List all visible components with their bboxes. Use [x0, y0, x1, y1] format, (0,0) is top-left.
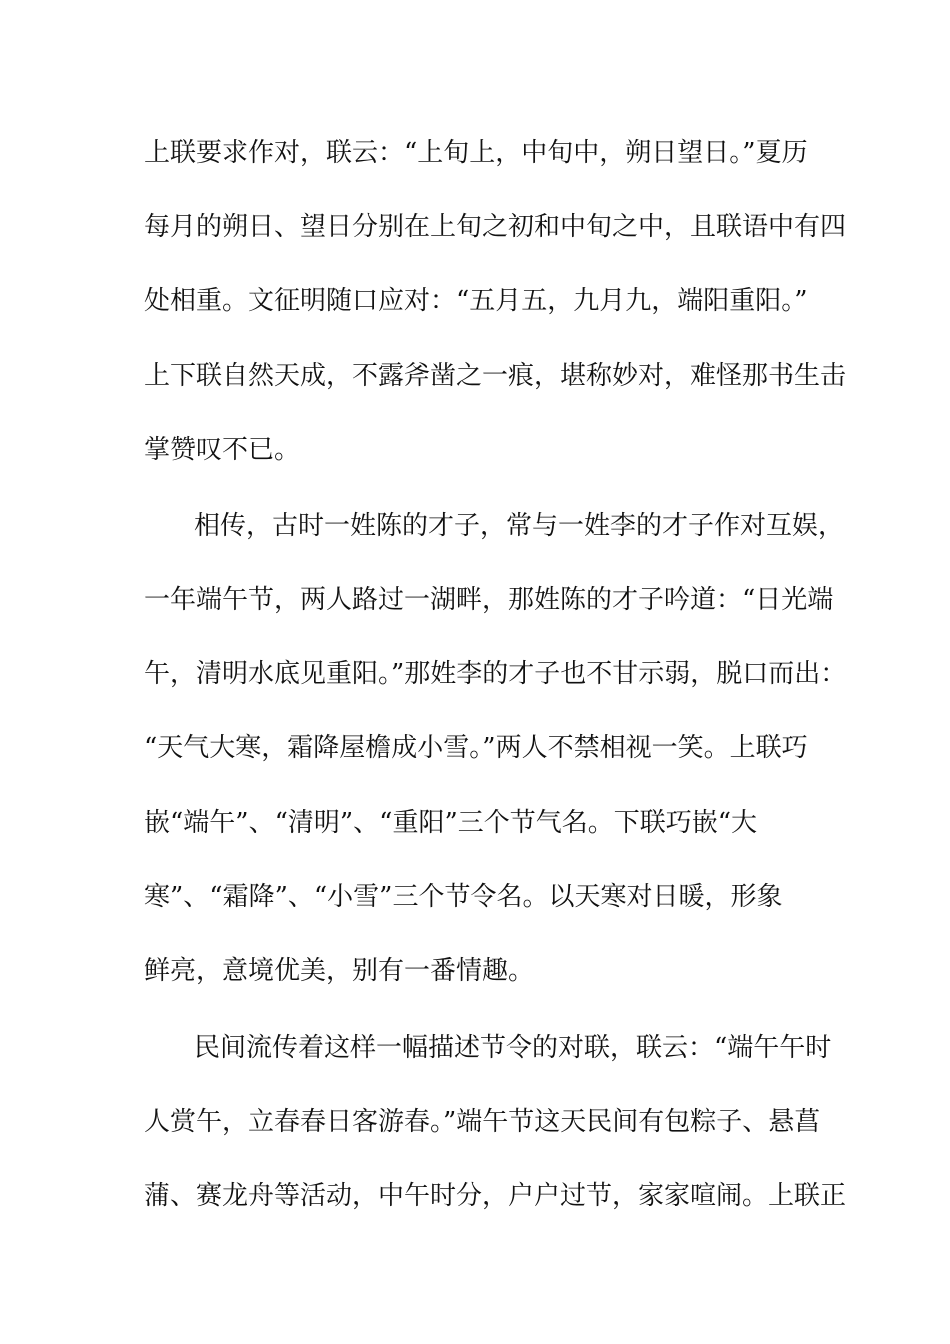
text-line: 午，清明水底见重阳。”那姓李的才子也不甘示弱，脱口而出：	[144, 659, 847, 689]
text-line: 嵌“端午”、“清明”、“重阳”三个节气名。下联巧嵌“大	[144, 808, 758, 838]
text-line: 蒲、赛龙舟等活动，中午时分，户户过节，家家喧闹。上联正	[144, 1181, 847, 1211]
paragraph-first-line: 民间流传着这样一幅描述节令的对联，联云：“端午午时	[194, 1033, 832, 1063]
text-line: 寒”、“霜降”、“小雪”三个节令名。以天寒对日暖，形象	[144, 882, 783, 912]
paragraph-first-line: 相传，古时一姓陈的才子，常与一姓李的才子作对互娱，	[194, 511, 845, 541]
text-line: 处相重。文征明随口应对：“五月五，九月九，端阳重阳。”	[144, 286, 808, 316]
text-line: 一年端午节，两人路过一湖畔，那姓陈的才子吟道：“日光端	[144, 585, 834, 615]
text-line: 上联要求作对，联云：“上旬上，中旬中，朔日望日。”夏历	[144, 138, 808, 168]
text-line: “天气大寒，霜降屋檐成小雪。”两人不禁相视一笑。上联巧	[144, 733, 808, 763]
text-line: 掌赞叹不已。	[144, 435, 301, 465]
text-line: 鲜亮，意境优美，别有一番情趣。	[144, 956, 535, 986]
text-line: 上下联自然天成，不露斧凿之一痕，堪称妙对，难怪那书生击	[144, 361, 847, 391]
text-line: 每月的朔日、望日分别在上旬之初和中旬之中，且联语中有四	[144, 212, 847, 242]
text-line: 人赏午，立春春日客游春。”端午节这天民间有包粽子、悬菖	[144, 1107, 821, 1137]
